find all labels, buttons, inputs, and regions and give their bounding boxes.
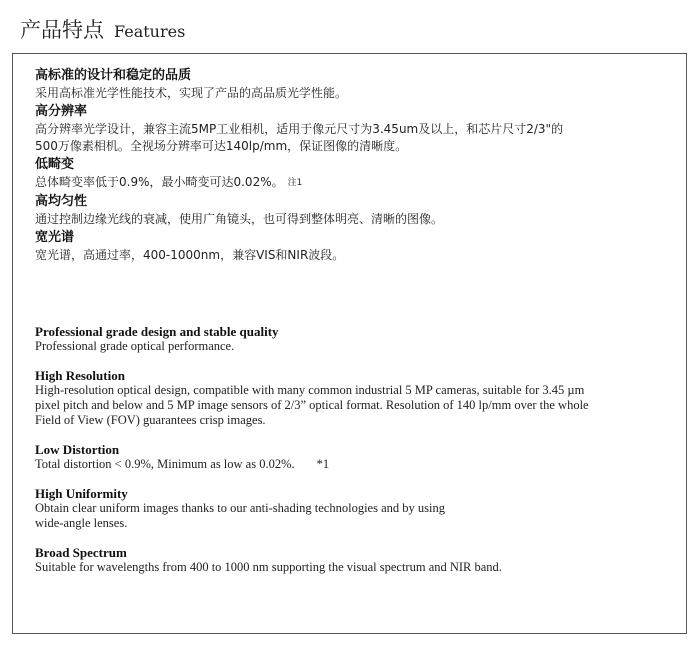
- feature-heading: 低畸变: [35, 157, 75, 172]
- feature-en-resolution: [35, 368, 675, 428]
- features-english: [35, 324, 675, 589]
- feature-text-line: 通过控制边缘光线的衰减，使用广角镜头，也可得到整体明亮、清晰的图像。: [35, 212, 444, 226]
- footnote-marker: *1: [316, 457, 330, 471]
- feature-text-line: [35, 174, 675, 192]
- feature-text-line: 高分辨率光学设计，兼容主流5MP工业相机，适用于像元尺寸为3.45um及以上，和芯片尺寸2/3"的: [35, 122, 564, 136]
- feature-en-distortion: [35, 442, 675, 472]
- feature-cn-design-quality: [35, 66, 675, 102]
- page-title-english: Features: [114, 22, 186, 41]
- feature-cn-uniformity: [35, 192, 675, 228]
- feature-text-line: Obtain clear uniform images thanks to our anti-shading technologies and by using: [35, 501, 445, 515]
- feature-text-line: High-resolution optical design, compatible with many common industrial 5 MP cameras, suitable for 3.45 µm: [35, 383, 585, 397]
- feature-text-line: 宽光谱，高通过率，400-1000nm，兼容VIS和NIR波段。: [35, 248, 345, 262]
- feature-cn-spectrum: [35, 228, 675, 264]
- features-chinese: [35, 66, 675, 264]
- footnote-marker: 注1: [287, 178, 303, 188]
- feature-en-uniformity: [35, 486, 675, 531]
- feature-heading: 宽光谱: [35, 230, 75, 245]
- feature-cn-resolution: [35, 102, 675, 155]
- feature-text: 总体畸变率低于0.9%，最小畸变可达0.02%。: [35, 175, 284, 189]
- feature-text-line: 500万像素相机。全视场分辨率可达140lp/mm，保证图像的清晰度。: [35, 139, 408, 153]
- feature-text-line: wide-angle lenses.: [35, 516, 128, 530]
- feature-text-line: pixel pitch and below and 5 MP image sensors of 2/3” optical format. Resolution of 140 lp/mm over the whole: [35, 398, 589, 412]
- feature-heading: 高分辨率: [35, 104, 88, 119]
- feature-text-line: Suitable for wavelengths from 400 to 1000 nm supporting the visual spectrum and NIR band.: [35, 560, 502, 574]
- feature-en-design-quality: [35, 324, 675, 354]
- feature-heading: High Resolution: [35, 368, 125, 383]
- feature-text-line: 采用高标准光学性能技术，实现了产品的高品质光学性能。: [35, 86, 348, 100]
- feature-heading: 高均匀性: [35, 194, 88, 209]
- feature-text: Total distortion < 0.9%, Minimum as low as 0.02%.: [35, 457, 295, 471]
- features-panel: [12, 53, 687, 634]
- feature-heading: 高标准的设计和稳定的品质: [35, 68, 192, 83]
- feature-heading: Professional grade design and stable quality: [35, 324, 279, 339]
- feature-cn-distortion: [35, 155, 675, 192]
- feature-en-spectrum: [35, 545, 675, 575]
- page-title-chinese: 产品特点: [20, 18, 104, 42]
- feature-text-line: [35, 457, 675, 472]
- feature-heading: Broad Spectrum: [35, 545, 127, 560]
- page-header: [20, 14, 185, 44]
- feature-text-line: Field of View (FOV) guarantees crisp images.: [35, 413, 266, 427]
- feature-text-line: Professional grade optical performance.: [35, 339, 235, 353]
- feature-heading: Low Distortion: [35, 442, 120, 457]
- feature-heading: High Uniformity: [35, 486, 128, 501]
